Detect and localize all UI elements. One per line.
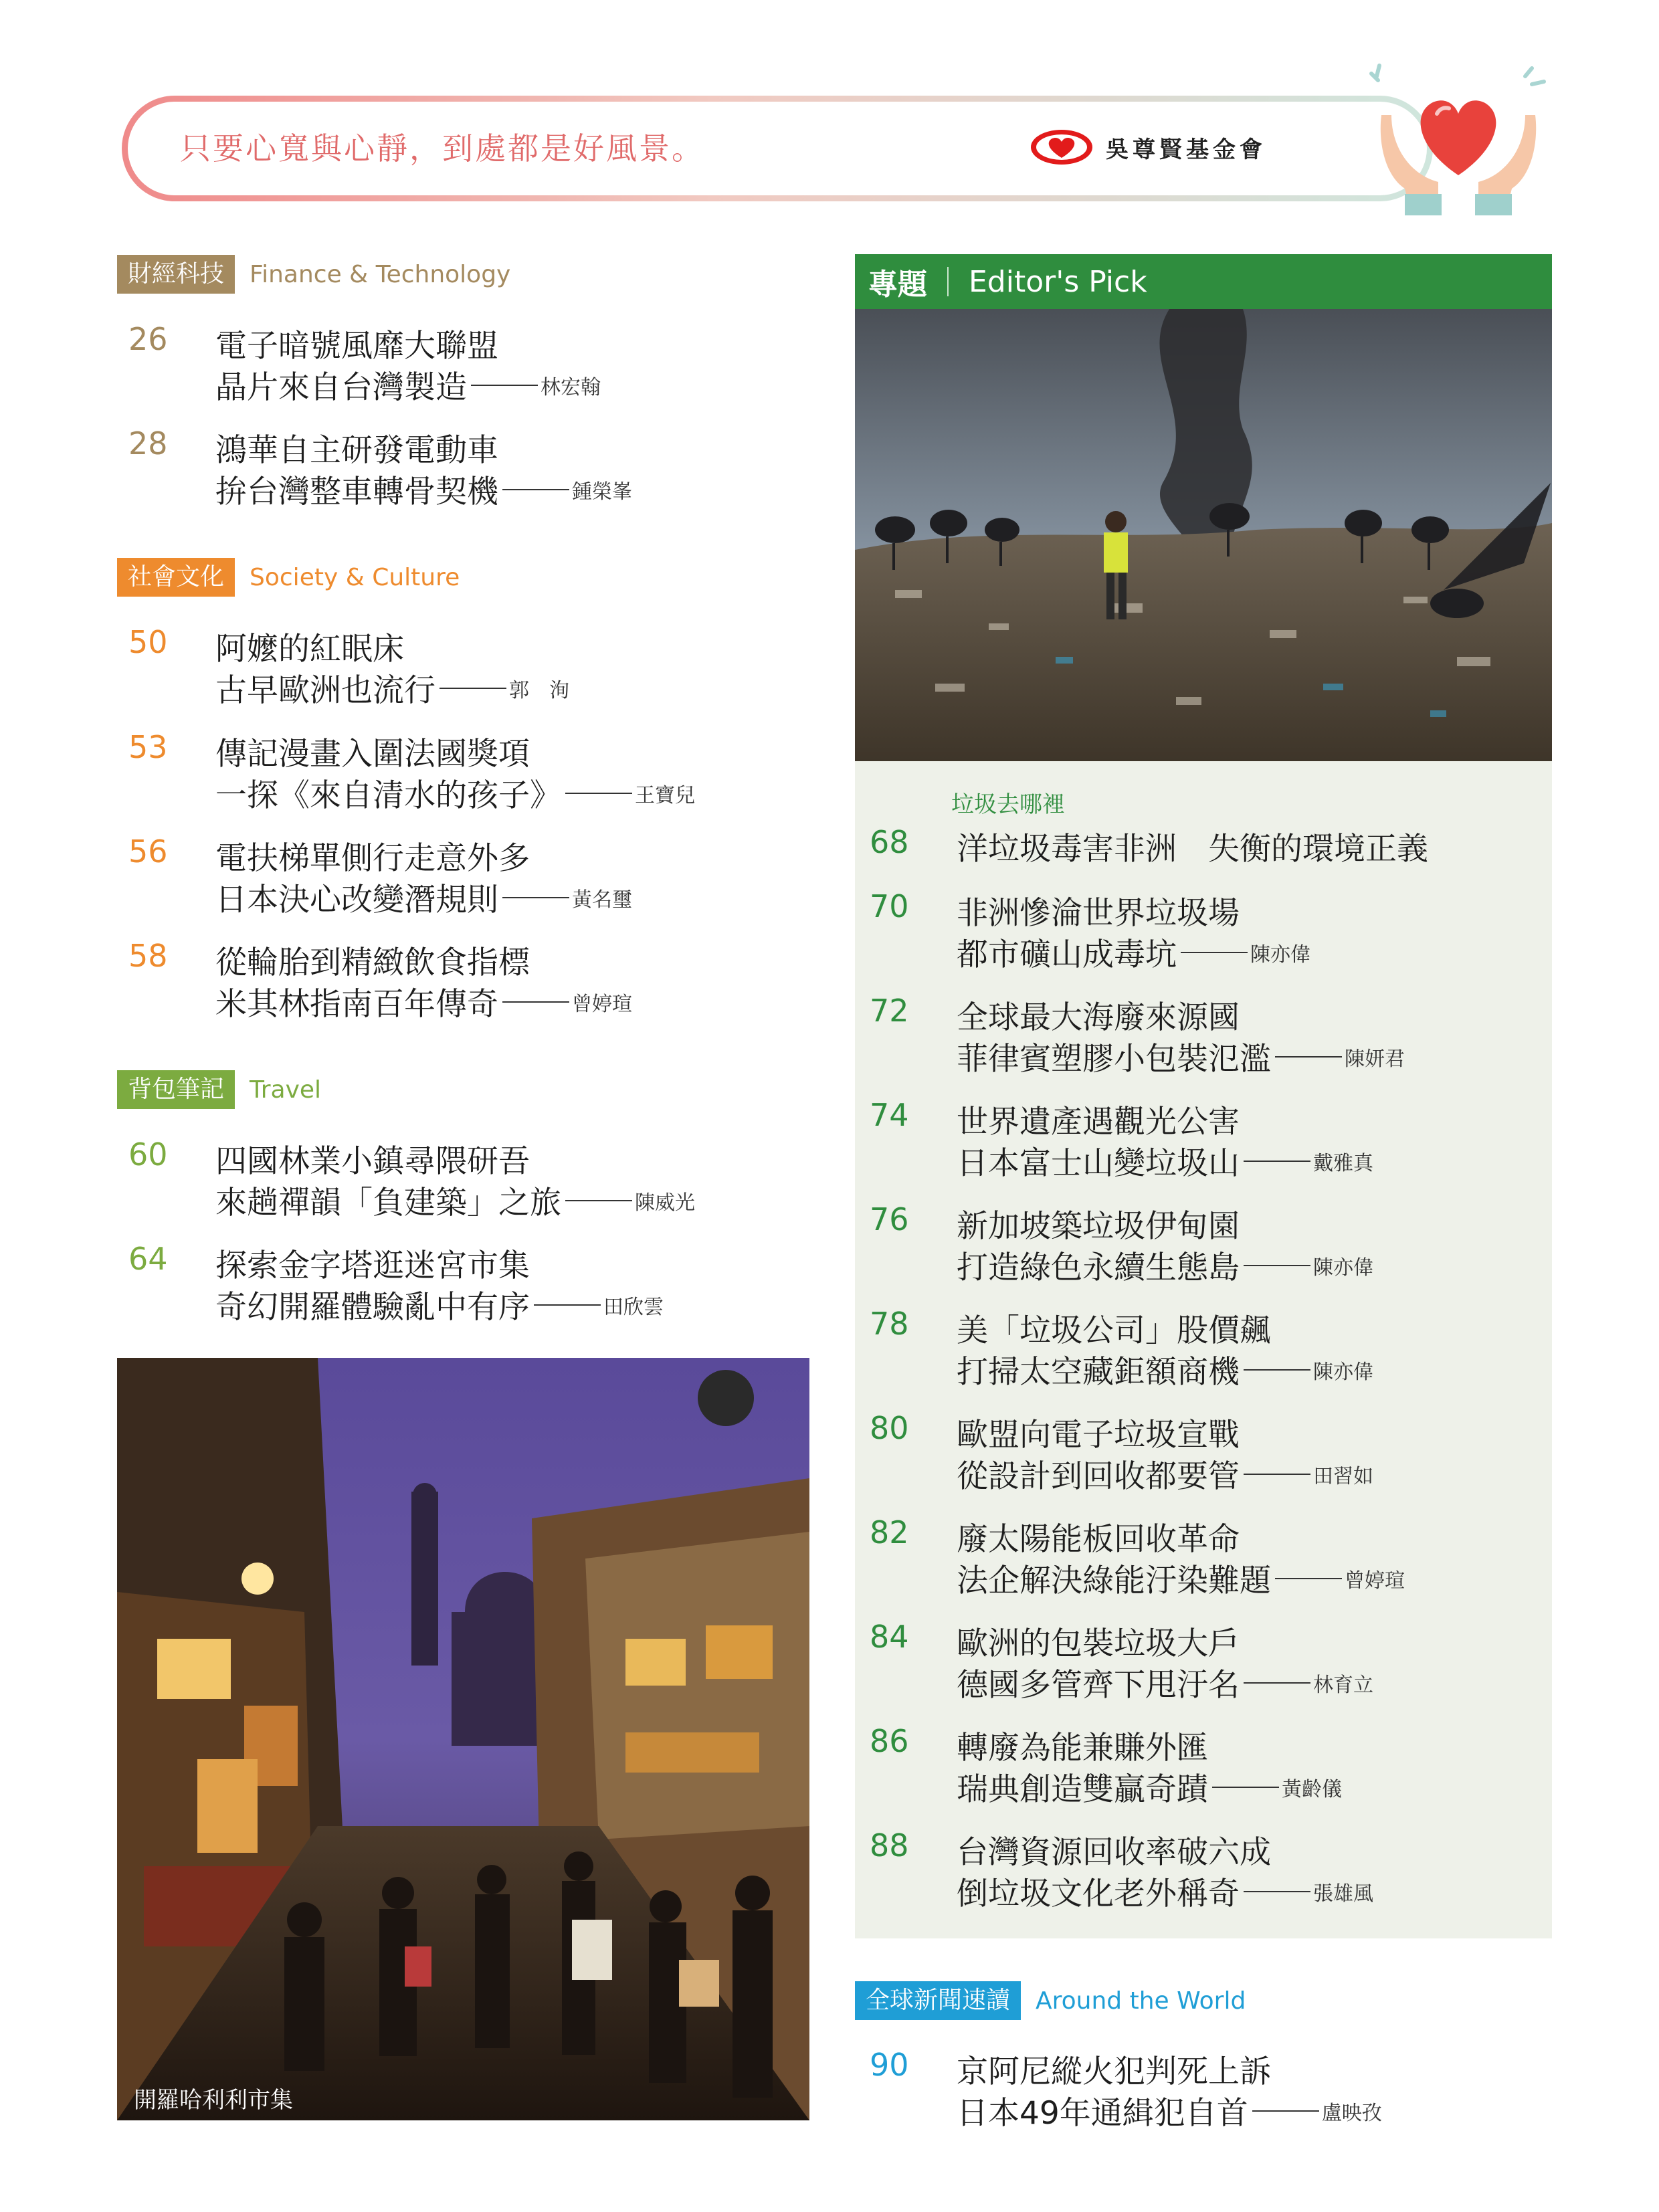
author: 鍾榮峯 [572,480,632,504]
section-society-tag: 社會文化 [117,558,235,597]
entry-title-line1: 歐盟向電子垃圾宣戰 [957,1417,1240,1453]
entry-title-line2-text: 米其林指南百年傳奇 [215,986,498,1023]
entry-title-line1: 四國林業小鎮尋隈研吾 [215,1143,530,1180]
author-dash [1252,2110,1319,2112]
page-number: 26 [128,321,168,357]
author: 曾婷瑄 [572,992,632,1016]
author-dash [1244,1161,1310,1162]
entry-title-line2-text: 奇幻開羅體驗亂中有序 [215,1289,530,1326]
author: 田欣雲 [603,1295,664,1319]
author: 黃名璽 [572,888,632,912]
cairo-market-image [117,1358,809,2120]
page-number: 86 [870,1723,909,1759]
entry-title-line2-text: 倒垃圾文化老外稱奇 [957,1876,1240,1912]
section-society-en: Society & Culture [250,563,460,591]
section-society [117,558,460,597]
author-dash [1244,1369,1310,1371]
entry-title-line2 [957,1451,1373,1496]
page-number: 74 [870,1097,909,1133]
author-dash [502,489,569,490]
entry-title-line2 [215,666,569,710]
entry-title-line1: 洋垃圾毒害非洲 失衡的環境正義 [957,831,1428,868]
entry-title-line1: 世界遺產遇觀光公害 [957,1104,1240,1140]
feature-tag: 專題 [868,268,927,302]
author: 王寶兒 [635,783,695,807]
entry-title-line1: 全球最大海廢來源國 [957,999,1240,1036]
author: 陳亦偉 [1250,942,1310,967]
section-travel [117,1070,321,1109]
section-world-tag: 全球新聞速讀 [855,1981,1021,2020]
author-dash [1181,952,1248,953]
author-dash [471,385,538,386]
page-number: 80 [870,1410,909,1446]
page-number: 58 [128,938,168,974]
page-number: 53 [128,729,168,765]
section-world [855,1981,1246,2020]
feature-separator [947,267,949,296]
entry-title-line2 [957,1347,1373,1392]
page-number: 88 [870,1827,909,1864]
author-dash [534,1304,601,1306]
page-number: 56 [128,833,168,870]
entry-title-line2 [215,875,632,920]
entry-title-line1: 美「垃圾公司」股價飆 [957,1312,1271,1349]
author-dash [1275,1056,1342,1058]
cairo-photo-caption: 開羅哈利利市集 [134,2087,293,2114]
foundation-logo [1028,127,1266,167]
entry-title-line2 [215,979,632,1024]
entry-title-line2 [957,930,1310,975]
entry-title-line2 [957,1243,1373,1288]
slogan: 只要心寬與心靜，到處都是好風景。 [180,130,704,167]
entry-title-line1: 廢太陽能板回收革命 [957,1521,1240,1558]
author-dash [1244,1474,1310,1475]
author: 田習如 [1313,1464,1373,1488]
author-dash [502,897,569,898]
entry-title-line1: 轉廢為能兼賺外匯 [957,1730,1208,1767]
foundation-name: 吳尊賢基金會 [1106,136,1266,163]
entry-title-line1: 傳記漫畫入圍法國獎項 [215,736,530,773]
entry-title-line2 [957,1034,1405,1079]
author: 陳亦偉 [1313,1360,1373,1384]
entry-title-line2 [215,363,601,407]
page-number: 28 [128,425,168,462]
author: 陳妍君 [1345,1047,1405,1071]
author: 陳威光 [635,1191,695,1215]
entry-title-line2-text: 德國多管齊下甩汙名 [957,1667,1240,1704]
page-number: 78 [870,1306,909,1342]
author: 郭 洵 [509,678,569,702]
author-dash [502,1001,569,1003]
header-banner [122,96,1433,201]
section-world-en: Around the World [1036,1987,1246,2015]
page-number: 68 [870,824,909,860]
entry-title-line1: 京阿尼縱火犯判死上訴 [957,2053,1271,2090]
entry-title-line1: 新加坡築垃圾伊甸園 [957,1208,1240,1245]
page-number: 50 [128,624,168,660]
entry-title-line2-text: 打造綠色永續生態島 [957,1249,1240,1286]
cairo-market-photo [117,1358,809,2120]
author: 陳亦偉 [1313,1255,1373,1280]
entry-title-line2-text: 來趟禪韻「負建築」之旅 [215,1185,561,1221]
landfill-photo [855,309,1552,761]
entry-title-line2 [957,1765,1342,1809]
section-finance-en: Finance & Technology [250,260,511,288]
page-number: 84 [870,1619,909,1655]
entry-title-line1: 非洲慘淪世界垃圾場 [957,895,1240,932]
entry-title-line1: 電子暗號風靡大聯盟 [215,328,498,365]
page-number: 70 [870,888,909,924]
entry-title-line2 [957,2088,1382,2133]
entry-title-line2 [957,1869,1373,1914]
author: 曾婷瑄 [1345,1569,1405,1593]
page-number: 60 [128,1136,168,1173]
entry-title-line2-text: 從設計到回收都要管 [957,1458,1240,1495]
entry-title-line2 [215,1178,695,1223]
entry-title-line1: 鴻華自主研發電動車 [215,432,498,469]
hands-heart-icon [1365,62,1552,215]
author-dash [1244,1891,1310,1892]
entry-title-line1: 阿嬤的紅眠床 [215,631,404,668]
author: 張雄風 [1313,1882,1373,1906]
author-dash [440,688,506,689]
entry-title-line2-text: 都市礦山成毒坑 [957,936,1177,973]
entry-title-line2-text: 日本決心改變潛規則 [215,882,498,918]
author: 林宏翰 [541,375,601,399]
section-finance [117,255,510,294]
entry-title-line1: 電扶梯單側行走意外多 [215,840,530,877]
author: 盧映孜 [1321,2101,1382,2125]
entry-title-line2-text: 法企解決綠能汙染難題 [957,1563,1271,1599]
entry-title-line2-text: 日本富士山變垃圾山 [957,1145,1240,1182]
entry-title-line1: 探索金字塔逛迷宮市集 [215,1247,530,1284]
author-dash [1212,1787,1279,1788]
entry-title-line2 [957,1660,1373,1705]
page-number: 72 [870,993,909,1029]
page-number: 64 [128,1241,168,1277]
feature-header [855,254,1552,309]
feature-topic: 垃圾去哪裡 [951,791,1065,818]
section-finance-tag: 財經科技 [117,255,235,294]
section-travel-en: Travel [250,1076,322,1104]
landfill-image [855,309,1552,761]
feature-en: Editor's Pick [969,264,1147,299]
header-banner-inner [128,102,1427,195]
entry-title-line2-text: 一探《來自清水的孩子》 [215,777,561,814]
page-number: 82 [870,1514,909,1550]
author-dash [565,1200,632,1201]
entry-title-line2-text: 瑞典創造雙贏奇蹟 [957,1771,1208,1808]
entry-title-line1: 台灣資源回收率破六成 [957,1834,1271,1871]
entry-title-line2-text: 打掃太空藏鉅額商機 [957,1354,1240,1391]
entry-title-line2 [957,1556,1405,1601]
author-dash [1244,1265,1310,1266]
author: 戴雅真 [1313,1151,1373,1175]
page-number: 90 [870,2047,909,2083]
page-number: 76 [870,1201,909,1237]
entry-title-line2-text: 日本49年通緝犯自首 [957,2095,1248,2132]
entry-title-line2-text: 古早歐洲也流行 [215,672,435,709]
author-dash [1244,1682,1310,1684]
entry-title-line2-text: 菲律賓塑膠小包裝氾濫 [957,1041,1271,1078]
author-dash [565,793,632,794]
entry-title-line2 [215,1282,664,1327]
entry-title-line2-text: 拚台灣整車轉骨契機 [215,474,498,510]
foundation-heart-icon [1028,127,1095,167]
entry-title-line2 [957,1138,1373,1183]
entry-title-line1: 從輪胎到精緻飲食指標 [215,944,530,981]
author: 黃齡儀 [1282,1777,1342,1801]
entry-title-line2-text: 晶片來自台灣製造 [215,369,467,406]
section-travel-tag: 背包筆記 [117,1070,235,1109]
entry-title-line2 [215,467,632,512]
author: 林育立 [1313,1673,1373,1697]
entry-title-line1: 歐洲的包裝垃圾大戶 [957,1625,1240,1662]
entry-title-line2 [215,771,695,815]
author-dash [1275,1578,1342,1579]
